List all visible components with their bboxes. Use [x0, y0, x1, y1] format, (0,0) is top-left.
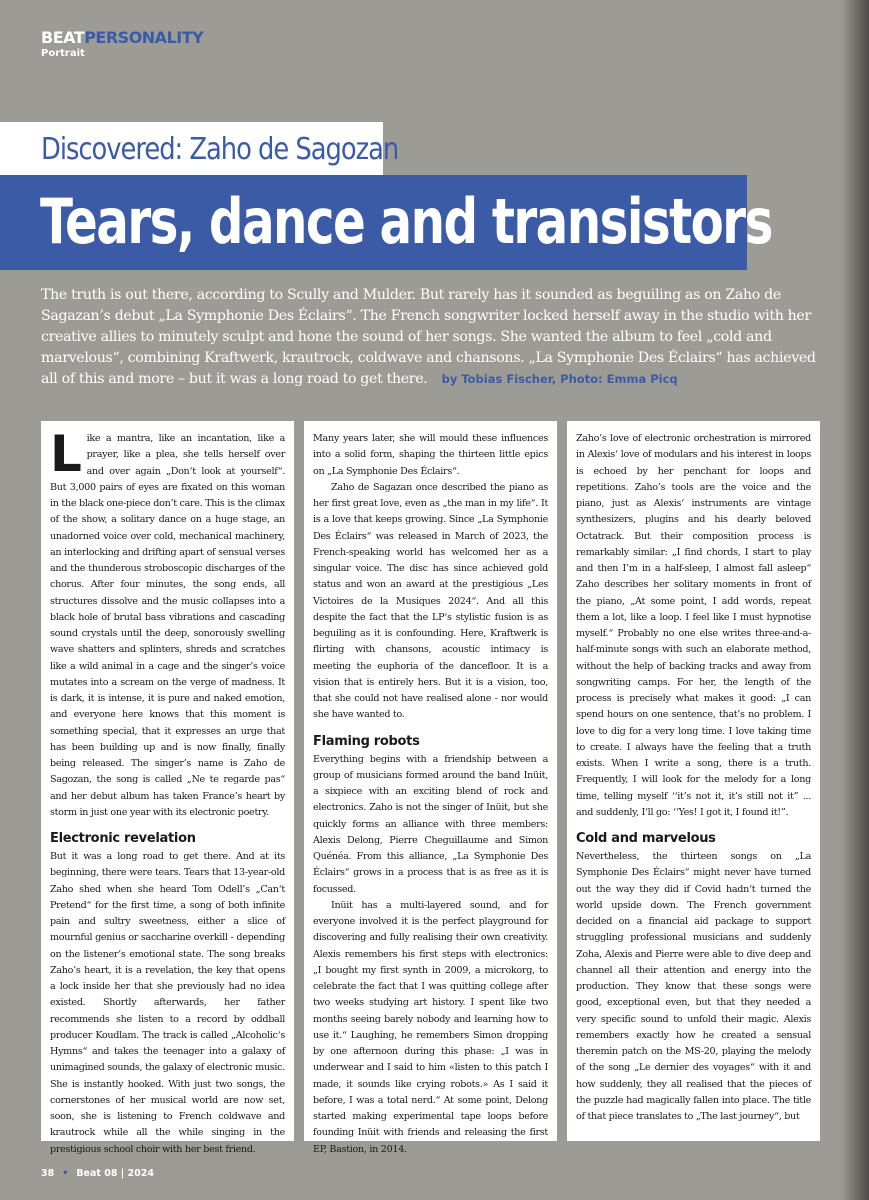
paragraph: Inüit has a multi-layered sound, and for everyone involved it is the perfect playground for discovering and fully realising their own creativity. Alexis remembers his first steps with electronics: „I bought my first synth in 2009, a microkorg, to celebrate the fact that I was quitting college after two weeks studying art history. I spent like two months seeing barely nobody and learning how to use it.“ Laughing, he remembers Simon dropping by one afternoon during this phase: „I was in underwear and I said to him «listen to this patch I made, it sounds like crying robots.» As I said it before, I was a total nerd.“ At some point, Delong started making experimental tape loops before founding Inüit with friends and releasing the first EP, Bastion, in 2014. — [313, 899, 548, 1155]
lead-text: The truth is out there, according to Scully and Mulder. But rarely has it sounded as beguiling as on Zaho de Sagazan’s debut „La Symphonie Des Éclairs“. The French songwriter locked herself away in the studio with her creative allies to minutely sculpt and hone the sound of her songs. She wanted the album to feel „cold and marvelous“, combining Kraftwerk, krautrock, coldwave and chansons. „La Symphonie Des Éclairs“ has achieved all of this and more – but it was a long road to get there. — [41, 287, 816, 387]
paragraph: Nevertheless, the thirteen songs on „La Symphonie Des Éclairs“ might never have turned out the way they did if Covid hadn‘t turned the world upside down. The French government decided on a financial aid package to support struggling professional musicians and suddenly Zoha, Alexis and Pierre were able to dive deep and channel all their attention and energy into the production. They know that these songs were good, exceptional even, but that they needed a very specific sound to unfold their magic. Alexis remembers exactly how he created a sensual theremin patch on the MS-20, playing the melody of the song „Le dernier des voyages“ with it and how suddenly, they all realised that the pieces of the puzzle had magically fallen into place. The title of that piece translates to „The last journey“, but — [576, 851, 811, 1122]
page-footer — [41, 1168, 154, 1179]
page-number: 38 — [41, 1168, 55, 1179]
bullet-icon: • — [62, 1168, 69, 1179]
brand-beat: BEAT — [41, 28, 85, 47]
magazine-brand — [41, 28, 203, 48]
subheading-cold-and-marvelous: Cold and marvelous — [576, 831, 716, 846]
paragraph: Zaho’s love of electronic orchestration is mirrored in Alexis‘ love of modulars and his interest in loops is echoed by her penchant for loops and repetitions. Zaho’s tools are the voice and the piano, just as Alexis‘ instruments are vintage synthesizers, plugins and his dearly beloved Octatrack. But their composition process is remarkably similar: „I find chords, I start to play and then I’m in a half-sleep, I almost fall asleep“ Zaho describes her solitary moments in front of the piano, „At some point, I add words, repeat them a lot, like a loop. I feel like I must hypnotise myself.“ Probably no one else writes three-and-a-half-minute songs with such an elaborate method, without the help of backing tracks and away from songwriting camps. For her, the length of the process is precisely what makes it good: „I can spend hours on one sentence, that’s no problem. I love to dig for a very long time. I love taking time to create. I always have the feeling that a truth exists. When I write a song, there is a truth. Frequently, I will look for the melody for a long time, telling myself ‘‘it’s not it, it’s still not it” ... and suddenly, I‘ll go: ‘‘Yes! I got it, I found it!”. — [576, 433, 811, 818]
subheading-flaming-robots: Flaming robots — [313, 733, 420, 749]
paragraph: Everything begins with a friendship between a group of musicians formed around the band Inüit, a sixpiece with an exciting blend of rock and electronics. Zaho is not the singer of Inüit, but she quickly forms an alliance with three members: Alexis Delong, Pierre Cheguillaume and Simon Quénéa. From this alliance, „La Symphonie Des Éclairs“ grows in a process that is as free as it is focussed. — [313, 753, 548, 895]
paragraph: But it was a long road to get there. And at its beginning, there were tears. Tears that 13-year-old Zaho shed when she heard Tom Odell’s „Can‘t Pretend“ for the first time, a song of both infinite pain and sultry sweetness, either a slice of mournful genius or saccharine overkill - depending on the listener’s emotional state. The song breaks Zaho’s heart, it is a revelation, the key that opens a lock inside her that she previously had no idea existed. Shortly afterwards, her father recommends she listen to a record by oddball producer Koudlam. The track is called „Alcoholic‘s Hymns“ and takes the teenager into a galaxy of unimagined sounds, the galaxy of electronic music. She is instantly hooked. With just two songs, the cornerstones of her musical world are now set, soon, she is listening to French coldwave and krautrock while all the while singing in the prestigious school choir with her best friend. — [50, 851, 285, 1155]
article-lead — [41, 285, 831, 390]
article-title: Tears, dance and transistors — [40, 185, 772, 258]
page-edge-shadow — [841, 0, 869, 1200]
paragraph: ike a mantra, like an incantation, like a prayer, like a plea, she tells herself over and over again „Don‘t look at yourself“. But 3,000 pairs of eyes are fixated on this woman in the black one-piece don’t care. This is the climax of the show, a solitary dance on a huge stage, an unadorned voice over cold, mechanical machinery, an interlocking and drifting apart of sensual verses and the thunderous stroboscopic discharges of the chorus. After four minutes, the song ends, all structures dissolve and the music collapses into a black hole of brutal bass vibrations and cascading sound crystals until the deep, sonorously swelling wave shatters and splinters, shreds and scratches like a wild animal in a cage and the singer’s voice mutates into a scream on the verge of madness. It is dark, it is intense, it is pure and naked emotion, and everyone here knows that this moment is something special, that it expresses an urge that has been building up and is now finally, finally being released. The singer’s name is Zaho de Sagozan, the song is called „Ne te regarde pas“ and her debut album has taken France’s heart by storm in just one year with its electronic poetry. — [50, 433, 285, 818]
text-column-3 — [567, 421, 820, 1141]
section-label: Portrait — [41, 48, 85, 59]
subheading-electronic-revelation: Electronic revelation — [50, 831, 196, 846]
brand-personality: PERSONALITY — [84, 28, 204, 47]
text-column-2 — [304, 421, 557, 1155]
issue-label: Beat 08 | 2024 — [76, 1168, 155, 1179]
byline: by Tobias Fischer, Photo: Emma Picq — [441, 372, 678, 386]
paragraph: Zaho de Sagazan once described the piano as her first great love, even as „the man in my life“. It is a love that keeps growing. Since „La Symphonie Des Éclairs“ was released in March of 2023, the French-speaking world has welcomed her as a singular voice. The disc has since achieved gold status and won an award at the prestigious „Les Victoires de la Musiques 2024“. And all this despite the fact that the LP‘s stylistic fusion is as beguiling as it is confounding. Here, Kraftwerk is flirting with chansons, acoustic intimacy is meeting the euphoria of the dancefloor. It is a vision that is entirely hers. But it is a vision, too, that she could not have realised alone - nor would she have wanted to. — [313, 481, 548, 721]
drop-cap: L — [50, 425, 82, 483]
paragraph: Many years later, she will mould these influences into a solid form, shaping the thirteen little epics on „La Symphonie Des Éclairs“. — [313, 433, 548, 477]
kicker-headline: Discovered: Zaho de Sagozan — [41, 132, 399, 167]
text-column-1 — [41, 421, 294, 1155]
